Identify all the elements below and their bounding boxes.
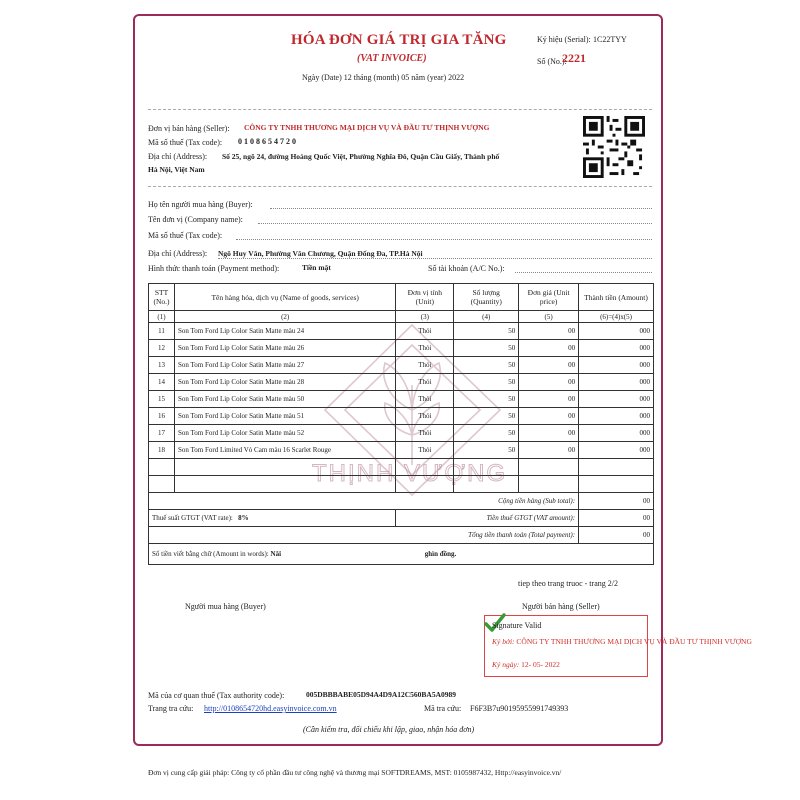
cell-name: Son Tom Ford Lip Color Satin Matte màu 52: [174, 425, 395, 442]
seller-tax-code: 0 1 0 8 6 5 4 7 2 0: [238, 137, 296, 146]
payment-method: Tiền mặt: [302, 263, 331, 272]
continued-note: tiep theo trang truoc - trang 2/2: [518, 579, 618, 588]
cell-qty: 50: [454, 442, 519, 459]
signature-valid: Signature Valid: [492, 621, 542, 630]
subtotal-row: [149, 493, 654, 510]
cell-unit: Thỏi: [396, 323, 454, 340]
divider: [148, 186, 652, 187]
cell-qty: 50: [454, 340, 519, 357]
cell-unit: Thỏi: [396, 408, 454, 425]
cell-no: 11: [149, 323, 175, 340]
lookup-link[interactable]: http://0108654720hd.easyinvoice.com.vn: [204, 704, 337, 713]
column-number: (6)=(4)x(5): [579, 311, 654, 323]
signed-by: Ký bởi: CÔNG TY TNHH THƯƠNG MẠI DỊCH VỤ VÀ ĐẦU TƯ THỊNH VƯỢNG: [492, 637, 752, 646]
cell-no: 13: [149, 357, 175, 374]
cell-amount: 000: [579, 425, 654, 442]
items-table: [148, 283, 654, 565]
cell-amount: 000: [579, 391, 654, 408]
qr-code-icon: [583, 116, 645, 178]
cell-no: 15: [149, 391, 175, 408]
column-header: Đơn giá (Unit price): [519, 284, 579, 311]
number-label: Số (No.):: [537, 57, 567, 66]
column-number: (1): [149, 311, 175, 323]
cell-price: 00: [519, 391, 579, 408]
amount-in-words-row: [149, 544, 654, 565]
total-label: Tổng tiền thanh toán (Total payment):: [149, 527, 579, 544]
cell-no: 16: [149, 408, 175, 425]
column-header: Tên hàng hóa, dịch vụ (Name of goods, services): [174, 284, 395, 311]
cell-name: Son Tom Ford Lip Color Satin Matte màu 50: [174, 391, 395, 408]
amount-in-words-start: Năi: [270, 550, 282, 558]
vat-amount-value: 00: [579, 510, 654, 527]
cell-price: 00: [519, 425, 579, 442]
cell-amount: 000: [579, 340, 654, 357]
total-row: [149, 527, 654, 544]
serial-label: Ký hiệu (Serial):: [537, 35, 591, 44]
subtotal-label: Cộng tiền hàng (Sub total):: [149, 493, 579, 510]
cell-no: 18: [149, 442, 175, 459]
table-numbering-row: [149, 311, 654, 323]
cell-price: 00: [519, 357, 579, 374]
company-name-label: Tên đơn vị (Company name):: [148, 215, 243, 224]
column-number: (4): [454, 311, 519, 323]
empty-row: [149, 459, 654, 476]
account-line: [515, 272, 652, 273]
company-name-line: [258, 223, 652, 224]
cell-name: Son Tom Ford Lip Color Satin Matte màu 28: [174, 374, 395, 391]
cell-unit: Thỏi: [396, 391, 454, 408]
vat-rate: 8%: [238, 514, 249, 522]
column-number: (3): [396, 311, 454, 323]
seller-address-line1: Số 25, ngõ 24, đường Hoàng Quốc Việt, Phường Nghĩa Đô, Quận Cầu Giấy, Thành phố: [222, 152, 500, 161]
subtotal-value: 00: [579, 493, 654, 510]
amount-in-words-end: ghìn đồng.: [424, 550, 457, 558]
table-row: [149, 425, 654, 442]
lookup-label: Trang tra cứu:: [148, 704, 194, 713]
cell-amount: 000: [579, 323, 654, 340]
vat-rate-cell: [149, 510, 396, 527]
empty-row: [149, 476, 654, 493]
cell-qty: 50: [454, 323, 519, 340]
column-number: (5): [519, 311, 579, 323]
buyer-name-line: [270, 208, 652, 209]
cell-qty: 50: [454, 425, 519, 442]
watermark-text: THỊNH VƯỢNG: [312, 460, 508, 487]
signed-date: Ký ngày: 12- 05- 2022: [492, 660, 560, 669]
table-row: [149, 357, 654, 374]
table-row: [149, 340, 654, 357]
cell-no: 14: [149, 374, 175, 391]
cell-amount: 000: [579, 442, 654, 459]
vat-row: [149, 510, 654, 527]
cell-price: 00: [519, 340, 579, 357]
cell-price: 00: [519, 408, 579, 425]
invoice-title: HÓA ĐƠN GIÁ TRỊ GIA TĂNG: [291, 32, 507, 48]
table-row: [149, 323, 654, 340]
cell-no: 17: [149, 425, 175, 442]
cell-qty: 50: [454, 374, 519, 391]
cell-qty: 50: [454, 408, 519, 425]
cell-qty: 50: [454, 391, 519, 408]
seller-address-label: Địa chỉ (Address):: [148, 152, 208, 161]
buyer-tax-label: Mã số thuế (Tax code):: [148, 231, 223, 240]
seller-label: Đơn vị bán hàng (Seller):: [148, 124, 230, 133]
cell-name: Son Tom Ford Lip Color Satin Matte màu 26: [174, 340, 395, 357]
table-row: [149, 442, 654, 459]
cell-name: Son Tom Ford Lip Color Satin Matte màu 51: [174, 408, 395, 425]
vat-amount-label: Tiền thuế GTGT (VAT amount):: [396, 510, 579, 527]
cell-amount: 000: [579, 357, 654, 374]
buyer-address-label: Địa chỉ (Address):: [148, 249, 208, 258]
column-header: Số lượng (Quantity): [454, 284, 519, 311]
invoice-number: 2221: [562, 51, 586, 65]
authority-code: 005DBBBABE05D94A4D9A12C560BA5A0989: [306, 690, 457, 699]
buyer-tax-line: [236, 239, 652, 240]
column-number: (2): [174, 311, 395, 323]
cell-price: 00: [519, 323, 579, 340]
table-row: [149, 391, 654, 408]
amount-in-words-cell: [149, 544, 654, 565]
total-value: 00: [579, 527, 654, 544]
cell-unit: Thỏi: [396, 442, 454, 459]
column-header: STT (No.): [149, 284, 175, 311]
lookup-code-label: Mã tra cứu:: [424, 704, 462, 713]
invoice-subtitle: (VAT INVOICE): [357, 53, 427, 64]
authority-code-label: Mã của cơ quan thuế (Tax authority code):: [148, 691, 285, 700]
serial-value: 1C22TYY: [593, 35, 627, 44]
seller-tax-label: Mã số thuế (Tax code):: [148, 138, 223, 147]
cell-unit: Thỏi: [396, 425, 454, 442]
column-header: Đơn vị tính (Unit): [396, 284, 454, 311]
vat-rate-label: Thuế suất GTGT (VAT rate):: [152, 514, 233, 522]
cell-qty: 50: [454, 357, 519, 374]
lookup-code: F6F3B7u90195955991749393: [470, 704, 569, 713]
payment-method-label: Hình thức thanh toán (Payment method):: [148, 264, 280, 273]
table-row: [149, 408, 654, 425]
cell-no: 12: [149, 340, 175, 357]
cell-unit: Thỏi: [396, 357, 454, 374]
cell-name: Son Tom Ford Lip Color Satin Matte màu 27: [174, 357, 395, 374]
invoice-date: Ngày (Date) 12 tháng (month) 05 năm (year) 2022: [302, 73, 465, 82]
table-header-row: [149, 284, 654, 311]
cell-name: Son Tom Ford Limited Vỏ Cam màu 16 Scarlet Rouge: [174, 442, 395, 459]
verification-note: (Cần kiểm tra, đối chiếu khi lập, giao, nhận hóa đơn): [303, 725, 475, 734]
buyer-address-line: [218, 258, 652, 259]
cell-amount: 000: [579, 374, 654, 391]
divider: [148, 109, 652, 110]
account-label: Số tài khoản (A/C No.):: [428, 264, 505, 273]
column-header: Thành tiền (Amount): [579, 284, 654, 311]
cell-name: Son Tom Ford Lip Color Satin Matte màu 24: [174, 323, 395, 340]
seller-name: CÔNG TY TNHH THƯƠNG MẠI DỊCH VỤ VÀ ĐẦU TƯ THỊNH VƯỢNG: [244, 123, 490, 132]
buyer-signature-label: Người mua hàng (Buyer): [185, 602, 266, 611]
seller-address-line2: Hà Nội, Việt Nam: [148, 165, 205, 174]
cell-price: 00: [519, 374, 579, 391]
cell-amount: 000: [579, 408, 654, 425]
seller-signature-label: Người bán hàng (Seller): [522, 602, 600, 611]
cell-unit: Thỏi: [396, 340, 454, 357]
table-row: [149, 374, 654, 391]
cell-price: 00: [519, 442, 579, 459]
buyer-address: Ngõ Huy Văn, Phường Văn Chương, Quận Đống Đa, TP.Hà Nội: [218, 249, 423, 258]
provider-info: Đơn vị cung cấp giải pháp: Công ty cổ phần đầu tư công nghệ và thương mại SOFTDREAMS, MST: 0105987432, Http://easyinvoice.vn/: [148, 768, 562, 777]
buyer-name-label: Họ tên người mua hàng (Buyer):: [148, 200, 253, 209]
amount-in-words-label: Số tiền viết bằng chữ (Amount in words):: [152, 550, 269, 558]
cell-unit: Thỏi: [396, 374, 454, 391]
